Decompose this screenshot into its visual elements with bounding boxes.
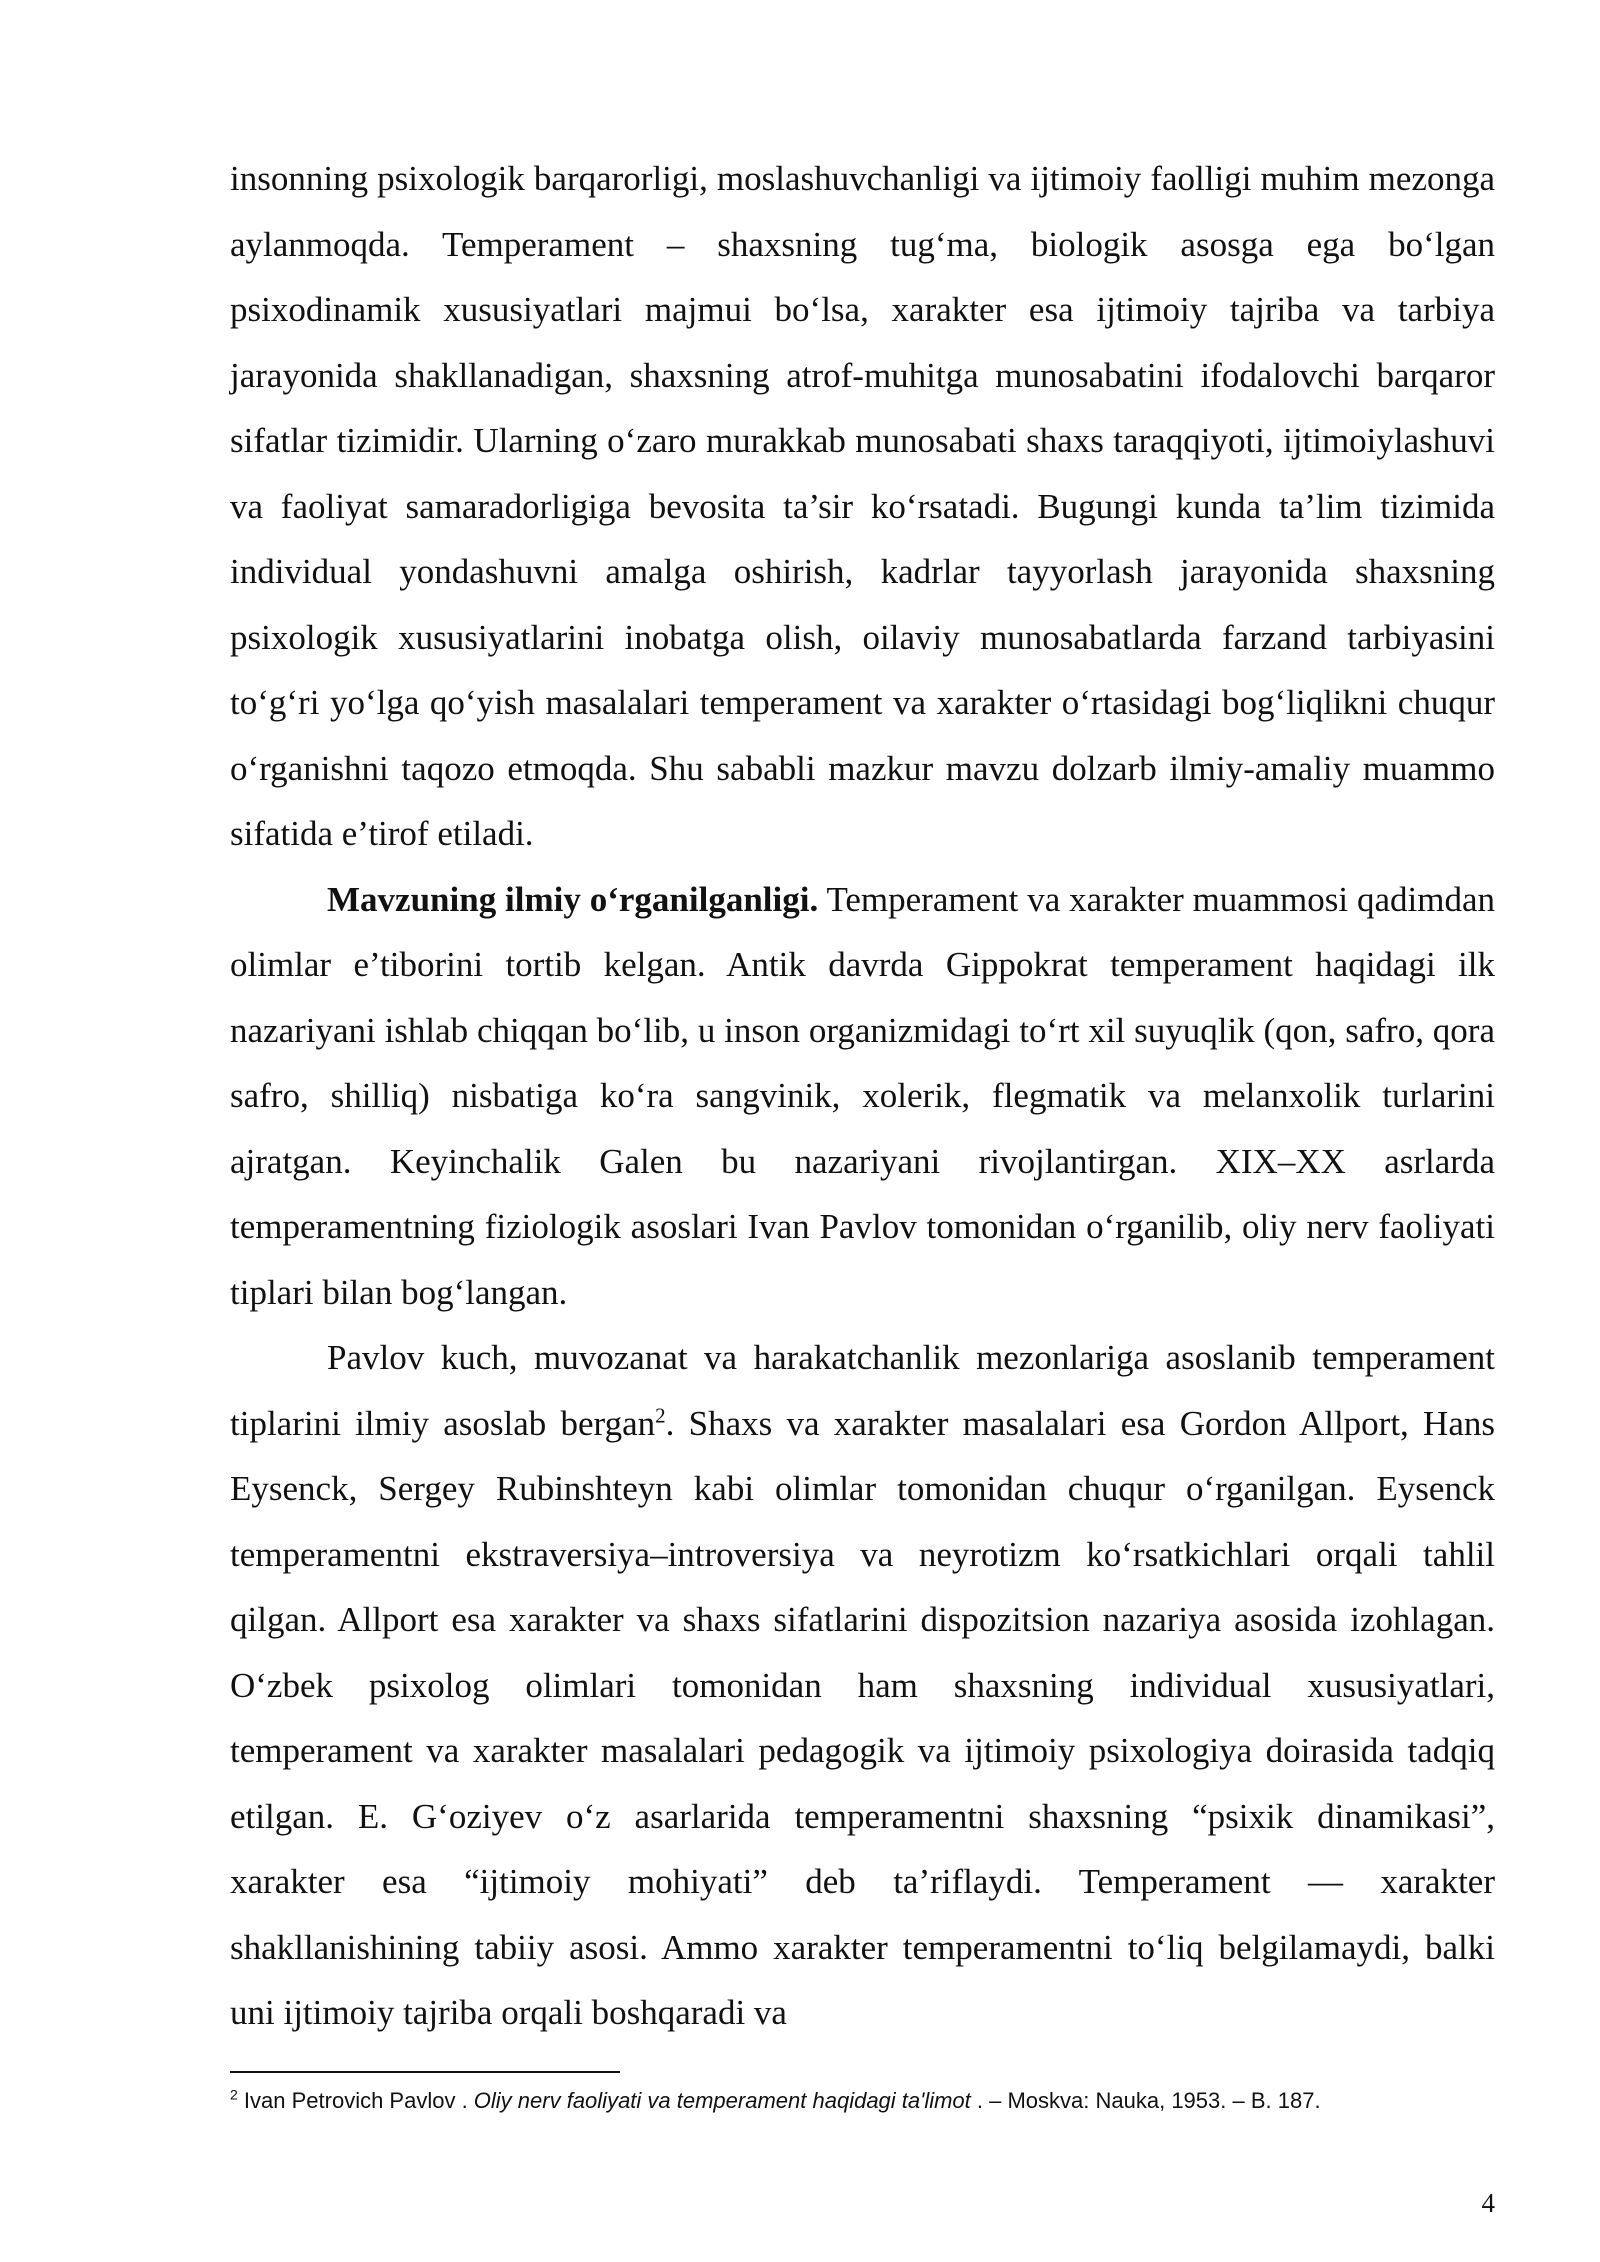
page-body <box>230 146 1495 2046</box>
paragraph-3-text-before-ref: Pavlov kuch, muvozanat va harakatchanlik mezonlariga asoslanib temperament tiplarini ilmiy asoslab bergan <box>230 1338 1495 1443</box>
body-paragraph-3 <box>230 1325 1495 2046</box>
page-number: 4 <box>1481 2188 1495 2218</box>
footnote <box>230 2086 1495 2116</box>
footnote-publication: . – Moskva: Nauka, 1953. – B. 187. <box>970 2088 1321 2113</box>
section-heading-inline: Mavzuning ilmiy o‘rganilganligi. <box>327 879 819 919</box>
body-paragraph-2 <box>230 867 1495 1326</box>
body-paragraph-1: insonning psixologik barqarorligi, moslashuvchanligi va ijtimoiy faolligi muhim mezonga aylanmoqda. Temperament – shaxsning tug‘ma, biologik asosga ega bo‘lgan psixodinamik xususiyatlari majmui bo‘lsa, xarakter esa ijtimoiy tajriba va tarbiya jarayonida shakllanadigan, shaxsning atrof-muhitga munosabatini ifodalovchi barqaror sifatlar tizimidir. Ularning o‘zaro murakkab munosabati shaxs taraqqiyoti, ijtimoiylashuvi va faoliyat samaradorligiga bevosita ta’sir ko‘rsatadi. Bugungi kunda ta’lim tizimida individual yondashuvni amalga oshirish, kadrlar tayyorlash jarayonida shaxsning psixologik xususiyatlarini inobatga olish, oilaviy munosabatlarda farzand tarbiyasini to‘g‘ri yo‘lga qo‘yish masalalari temperament va xarakter o‘rtasidagi bog‘liqlikni chuqur o‘rganishni taqozo etmoqda. Shu sababli mazkur mavzu dolzarb ilmiy-amaliy muammo sifatida e’tirof etiladi. <box>230 159 1495 853</box>
paragraph-3-text-after-ref: . Shaxs va xarakter masalalari esa Gordon Allport, Hans Eysenck, Sergey Rubinshteyn kabi olimlar tomonidan chuqur o‘rganilgan. Eysenck temperamentni ekstraversiya–introversiya va neyrotizm ko‘rsatkichlari orqali tahlil qilgan. Allport esa xarakter va shaxs sifatlarini dispozitsion nazariya asosida izohlagan. O‘zbek psixolog olimlari tomonidan ham shaxsning individual xususiyatlari, temperament va xarakter masalalari pedagogik va ijtimoiy psixologiya doirasida tadqiq etilgan. E. G‘oziyev o‘z asarlarida temperamentni shaxsning “psixik dinamikasi”, xarakter esa “ijtimoiy mohiyati” deb ta’riflaydi. Temperament — xarakter shakllanishining tabiiy asosi. Ammo xarakter temperamentni to‘liq belgilamaydi, balki uni ijtimoiy tajriba orqali boshqaradi va <box>230 1403 1495 2032</box>
footnote-author: Ivan Petrovich Pavlov . <box>237 2088 474 2113</box>
paragraph-2-text: Temperament va xarakter muammosi qadimdan olimlar e’tiborini tortib kelgan. Antik davrda Gippokrat temperament haqidagi ilk nazariyani ishlab chiqqan bo‘lib, u inson organizmidagi to‘rt xil suyuqlik (qon, safro, qora safro, shilliq) nisbatiga ko‘ra sangvinik, xolerik, flegmatik va melanxolik turlarini ajratgan. Keyinchalik Galen bu nazariyani rivojlantirgan. XIX–XX asrlarda temperamentning fiziologik asoslari Ivan Pavlov tomonidan o‘rganilib, oliy nerv faoliyati tiplari bilan bog‘langan. <box>230 879 1495 1312</box>
footnote-separator <box>230 2071 620 2073</box>
footnote-title: Oliy nerv faoliyati va temperament haqidagi ta'limot <box>473 2088 971 2113</box>
footnote-number: 2 <box>230 2086 238 2103</box>
footnote-reference[interactable]: 2 <box>655 1402 666 1427</box>
